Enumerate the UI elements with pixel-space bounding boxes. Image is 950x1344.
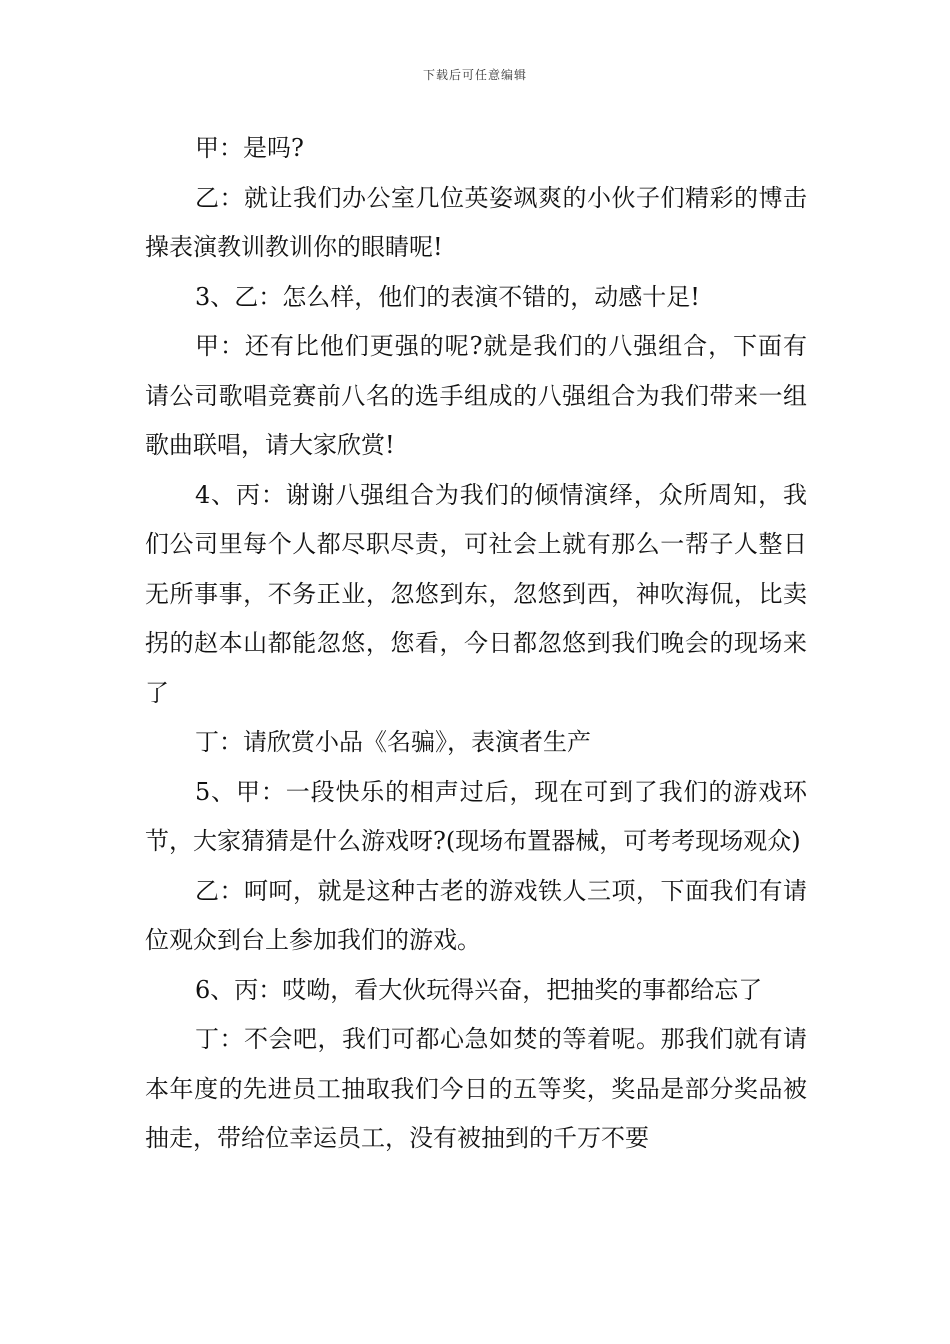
paragraph-6-bing: 6、丙：哎呦，看大伙玩得兴奋，把抽奖的事都给忘了 [195,975,763,1004]
paragraph-yi-boji-cao: 乙：就让我们办公室几位英姿飒爽的小伙子们精彩的博击操表演教训教训你的眼睛呢! [145,183,807,261]
paragraph-ding-choujiang: 丁：不会吧，我们可都心急如焚的等着呢。那我们就有请本年度的先进员工抽取我们今日的五等奖，奖品是部分奖品被抽走，带给位幸运员工，没有被抽到的千万不要 [145,1025,807,1152]
paragraph-jia-baqiang: 甲：还有比他们更强的呢?就是我们的八强组合，下面有请公司歌唱竞赛前八名的选手组成的八强组合为我们带来一组歌曲联唱，请大家欣赏! [145,332,807,459]
paragraph-jia-shi-ma: 甲：是吗? [195,134,304,162]
document-body [145,124,807,1164]
page-header: 下载后可任意编辑 [422,68,527,82]
paragraph-5-jia: 5、甲：一段快乐的相声过后，现在可到了我们的游戏环节，大家猜猜是什么游戏呀?(现场布置器械，可考考现场观众) [145,777,807,855]
paragraph-ding-xiaopin: 丁：请欣赏小品《名骗》，表演者生产 [195,728,591,756]
paragraph-yi-tieren: 乙：呵呵，就是这种古老的游戏铁人三项，下面我们有请位观众到台上参加我们的游戏。 [145,876,807,954]
paragraph-3-yi: 3、乙：怎么样，他们的表演不错的，动感十足! [195,282,700,311]
paragraph-4-bing: 4、丙：谢谢八强组合为我们的倾情演绎，众所周知，我们公司里每个人都尽职尽责，可社会上就有那么一帮子人整日无所事事，不务正业，忽悠到东，忽悠到西，神吹海侃，比卖拐的赵本山都能忽悠，您看，今日都忽悠到我们晚会的现场来了 [145,480,807,707]
